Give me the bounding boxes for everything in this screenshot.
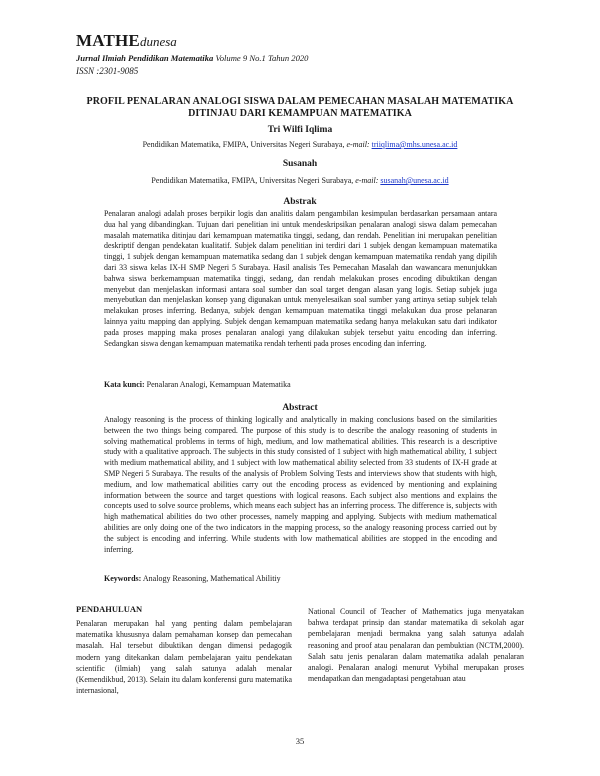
keywords (104, 574, 504, 583)
affiliation-text-2: Pendidikan Matematika, FMIPA, Universitas Negeri Surabaya, (151, 176, 354, 185)
author-name-2: Susanah (282, 159, 318, 169)
journal-brand: MATHE (76, 31, 140, 50)
abstrak-body: Penalaran analogi adalah proses berpikir logis dan analitis dalam pengambilan kesimpulan berdasarkan persamaan antara dua hal yang dibandingkan. Tujuan dari penelitian ini untuk mendeskripsikan penalaran analogi siswa dalam pemecahan masalah matematika ditinjau dari kemampuan matematika tinggi, sedang, dan rendah. Penelitian ini merupakan penelitian deskriptif dengan pendekatan kualitatif. Subjek dalam penelitian ini terdiri dari 1 subjek dengan kemampuan matematika tinggi, 1 subjek dengan kemampuan matematika sedang dan 1 subjek dengan kemampuan matematika rendah yang dipilih dari 33 siswa kelas IX-H SMP Negeri 5 Surabaya. Hasil analisis Tes Pemecahan Masalah dan wawancara menunjukkan bahwa siswa berkemampuan matematika tinggi, sedang, dan rendah melakukan proses encoding dibuktikan dengan menyebut dan menjelaskan informasi antara soal sumber dan soal target dengan alasan yang logis. Setiap subjek juga menyebutkan dan menjelaskan konsep yang digunakan untuk menyelesaikan soal sumber yang artinya setiap subjek telah melakukan proses inferring. Bedanya, subjek dengan kemampuan matematika tinggi melakukan dua prose pelanaran lainnya yaitu mapping dan applying. Subjek dengan kemampuan matematika sedang hanya melakukan satu dari indikator pada proses mapping maka proses penalaran analogi yang dilakukan subjek tersebut yaitu encoding dan inferring. Sedangkan siswa dengan kemampuan matematika rendah terhenti pada proses encoding dan inferring. (104, 209, 497, 348)
author-affiliation-1 (0, 140, 600, 149)
section-heading-pendahuluan: PENDAHULUAN (76, 604, 143, 614)
body-column-left: Penalaran merupakan hal yang penting dalam pembelajaran matematika khususnya dalam pemahaman konsep dan pemecahan masalah. Hal tersebut dibuktikan dengan dimensi pedagogik modern yang ditekankan dalam pembelajaran yaitu pendekatan scientific (ilmiah) yang salah satunya adalah menalar (Kemendikbud, 2013). Selain itu dalam konferensi guru matematika internasional, (76, 619, 292, 696)
author-affiliation-2 (0, 176, 600, 185)
author-email-2[interactable]: susanah@unesa.ac.id (380, 176, 449, 185)
journal-logo (76, 32, 177, 50)
keywords-text: Analogy Reasoning, Mathematical Abilitiy (142, 574, 281, 583)
email-label-1: e-mail: (346, 140, 370, 149)
journal-volume: Volume 9 No.1 Tahun 2020 (215, 53, 309, 63)
abstrak-heading: Abstrak (283, 197, 317, 207)
journal-brand-suffix: dunesa (139, 34, 177, 49)
page-number: 35 (295, 736, 305, 746)
journal-name: Jurnal Ilmiah Pendidikan Matematika (76, 53, 214, 63)
kata-kunci-label: Kata kunci: (104, 380, 145, 389)
keywords-label: Keywords: (104, 574, 142, 583)
kata-kunci (104, 380, 504, 389)
affiliation-text-1: Pendidikan Matematika, FMIPA, Universitas Negeri Surabaya, (142, 140, 345, 149)
author-name-1: Tri Wilfi Iqlima (267, 125, 333, 135)
author-email-1[interactable]: triiqlima@mhs.unesa.ac.id (371, 140, 458, 149)
journal-info (76, 53, 308, 63)
kata-kunci-text: Penalaran Analogi, Kemampuan Matematika (146, 380, 291, 389)
journal-issn: ISSN :2301-9085 (76, 66, 139, 76)
paper-title: PROFIL PENALARAN ANALOGI SISWA DALAM PEMECAHAN MASALAH MATEMATIKA DITINJAU DARI KEMAMPUAN MATEMATIKA (86, 96, 514, 119)
body-column-right: National Council of Teacher of Mathematics juga menyatakan bahwa terdapat prinsip dan standar matematika di sekolah agar pembelajaran menjadi bermakna yang salah satunya adalah reasoning and proof atau penalaran dan pembuktian (NCTM,2000). Salah satu jenis penalaran dalam matematika adalah penalaran analogi. Penalaran analogi menurut Vybihal merupakan proses mendapatkan dan mengadaptasi pengetahuan atau (308, 607, 524, 684)
email-label-2: e-mail: (355, 176, 379, 185)
abstract-heading: Abstract (282, 403, 318, 413)
abstract-body: Analogy reasoning is the process of thinking logically and analytically in making conclusions based on the similarities between the two things being compared. The purpose of this study is to describe the analogy reasoning of students in solving mathematical problems in terms of high, medium, and low mathematical abilities. This research is a descriptive study with a qualitative approach. The subjects in this study consisted of 1 subject with high mathematical ability, 1 subject with medium mathematical ability, and 1 subject with low mathematical ability selected from 33 students of IX-H grade at SMP Negeri 5 Surabaya. The results of the analysis of Problem Solving Tests and interviews show that students with high, medium, and low mathematical abilities carry out the encoding process as evidenced by mentioning and explaining information between the source and target questions with logical reasons. Each subject also mentions and explains the concepts used to solve source problems, which means each subject has an inferring process. The difference is, subjects with high mathematical abilities do two other processes, namely mapping and applying. Subjects with medium mathematical abilities are only doing one of the two indicators in the mapping process, so the analogy reasoning process carried out by the subject is encoding and inferring. While students with low mathematical abilities are stopped in the encoding and inferring. (104, 415, 497, 554)
